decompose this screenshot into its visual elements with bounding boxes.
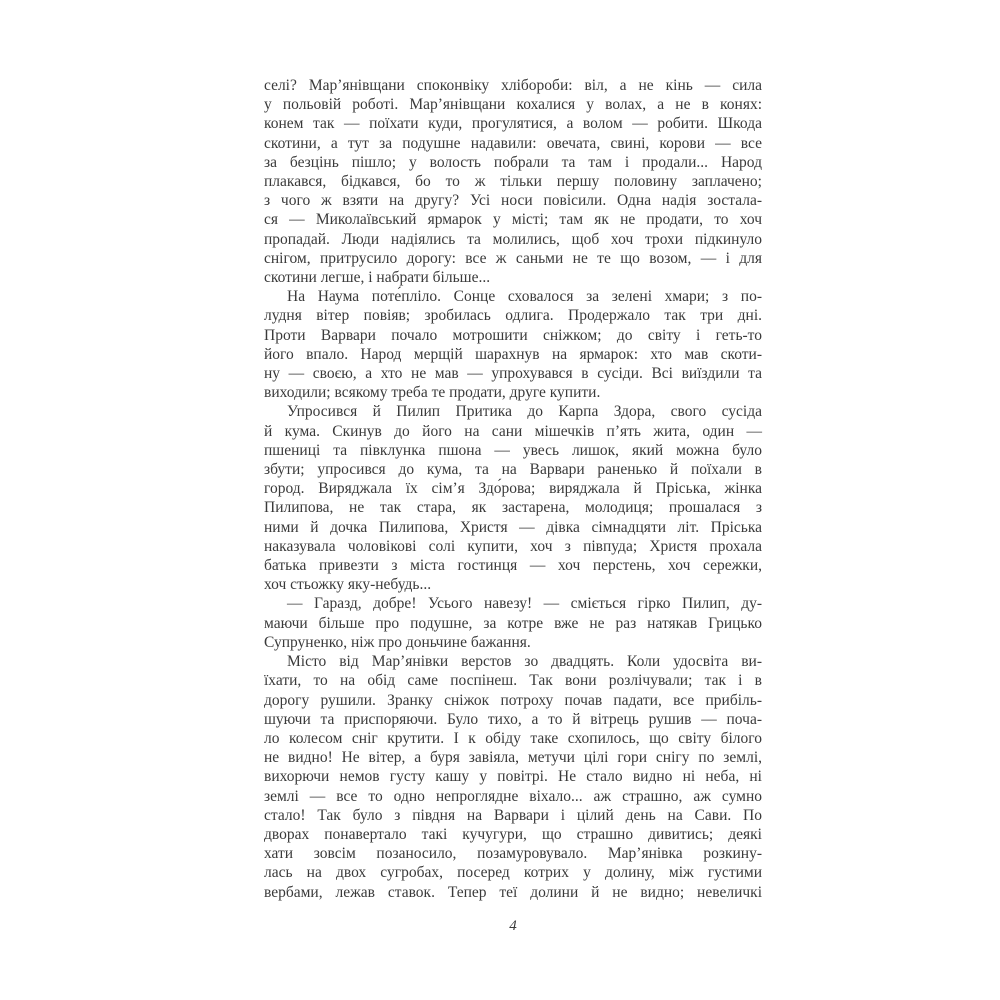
- text-line: їхати, то на обід саме поспінеш. Так вони розлічували; так і в: [264, 672, 762, 690]
- text-line: вербами, лежав ставок. Тепер теї долини й не видно; невеличкі: [264, 883, 762, 901]
- text-line: стало! Так було з півдня на Варвари і цілий день на Сави. По: [264, 806, 762, 824]
- text-line: лудня вітер повіяв; зробилась одлига. Продержало так три дні.: [264, 307, 762, 325]
- text-line: й кума. Скинув до його на сани мішечків п’ять жита, один —: [264, 422, 762, 440]
- text-line: з чого ж взяти на другу? Усі носи повісили. Одна надія зостала-: [264, 192, 762, 210]
- text-line: селі? Мар’янівщани споконвіку хлібороби: віл, а не кінь — сила: [264, 77, 762, 94]
- text-line: у польовій роботі. Мар’янівщани кохалися у волах, а не в конях:: [264, 96, 762, 114]
- text-line: Упросився й Пилип Притика до Карпа Здора, свого сусіда: [287, 403, 762, 421]
- text-line: пшениці та півклунка пшона — увесь лишок, який можна було: [264, 441, 762, 459]
- text-line: ло колесом сніг крутити. І к обіду таке схопилось, що світу білого: [264, 729, 762, 747]
- text-line: — Гаразд, добре! Усього навезу! — сміється гірко Пилип, ду-: [287, 595, 762, 613]
- paragraph: [264, 652, 762, 902]
- text-line: виходили; всякому треба те продати, друге купити.: [264, 384, 601, 402]
- page-number: 4: [509, 918, 517, 934]
- text-line: хати зовсім позаносило, позамуровувало. Мар’янівка розкину-: [264, 845, 762, 863]
- text-line: дворах понавертало такі кучугури, що страшно дивитись; деякі: [264, 825, 762, 843]
- text-line: снігом, притрусило дорогу: все ж саньми не те що возом, — і для: [264, 249, 762, 267]
- text-line: конем так — поїхати куди, прогулятися, а волом — робити. Шкода: [264, 115, 762, 133]
- text-line: збути; упросився до кума, та на Варвари раненько й поїхали в: [264, 461, 762, 479]
- text-line: скотини легше, і набрати більше...: [264, 269, 491, 287]
- text-line: за безцінь пішло; у волость побрали та там і продали... Народ: [264, 153, 762, 171]
- text-line: Супруненко, ніж про доньчине бажання.: [264, 633, 531, 651]
- text-line: маючи більше про подушне, за котре вже не раз натякав Грицько: [264, 614, 762, 632]
- text-line: хоч стьожку яку-небудь...: [264, 576, 432, 594]
- text-line: шуючи та приспоряючи. Було тихо, а то й вітрець рушив — поча-: [264, 710, 762, 728]
- text-line: його впало. Народ мерщій шарахнув на ярмарок: хто мав скоти-: [264, 345, 762, 363]
- text-line: ну — своєю, а хто не мав — упрохувався в сусіди. Всі виїздили та: [264, 365, 762, 383]
- text-line: скотини, а тут за подушне надавили: овечата, свині, корови — все: [264, 134, 762, 152]
- text-line: дорогу рушили. Зранку сніжок потроху почав падати, все прибіль-: [264, 691, 762, 709]
- text-line: ся — Миколаївський ярмарок у місті; там як не продати, то хоч: [264, 211, 762, 229]
- text-line: не видно! Не вітер, а буря завіяла, метучи цілі гори снігу по землі,: [264, 749, 762, 767]
- text-line: плакався, бідкався, бо то ж тільки першу половину заплачено;: [264, 173, 762, 191]
- paragraph: [264, 76, 762, 287]
- text-line: лась на двох сугробах, посеред котрих у долину, між густими: [264, 864, 762, 882]
- paragraph: [264, 402, 762, 594]
- text-block: [264, 76, 762, 902]
- text-line: землі — все то одно непроглядне віхало... аж страшно, аж сумно: [264, 787, 762, 805]
- paragraph: [264, 594, 762, 652]
- text-line: Проти Варвари почало мотрошити сніжком; до світу і геть-то: [264, 326, 762, 344]
- text-line: Місто від Мар’янівки верстов зо двадцять. Коли удосвіта ви-: [287, 653, 762, 671]
- text-line: Пилипова, не так стара, як застарена, молодиця; прошалася з: [264, 499, 762, 517]
- text-line: город. Виряджала їх сім’я Здо́рова; виряджала й Пріська, жінка: [264, 480, 762, 498]
- text-line: ними й дочка Пилипова, Христя — дівка сімнадцяти літ. Пріська: [264, 518, 762, 536]
- text-line: пропадай. Люди надіялись та молились, щоб хоч трохи підкинуло: [264, 230, 762, 248]
- text-line: вихорючи немов густу кашу у повітрі. Не стало видно ні неба, ні: [264, 768, 762, 786]
- text-line: батька привезти з міста гостинця — хоч перстень, хоч сережки,: [264, 557, 762, 575]
- text-line: На Наума поте́пліло. Сонце сховалося за зелені хмари; з по-: [287, 288, 762, 306]
- paragraph: [264, 287, 762, 402]
- text-line: наказувала чоловікові солі купити, хоч з півпуда; Христя прохала: [264, 537, 762, 555]
